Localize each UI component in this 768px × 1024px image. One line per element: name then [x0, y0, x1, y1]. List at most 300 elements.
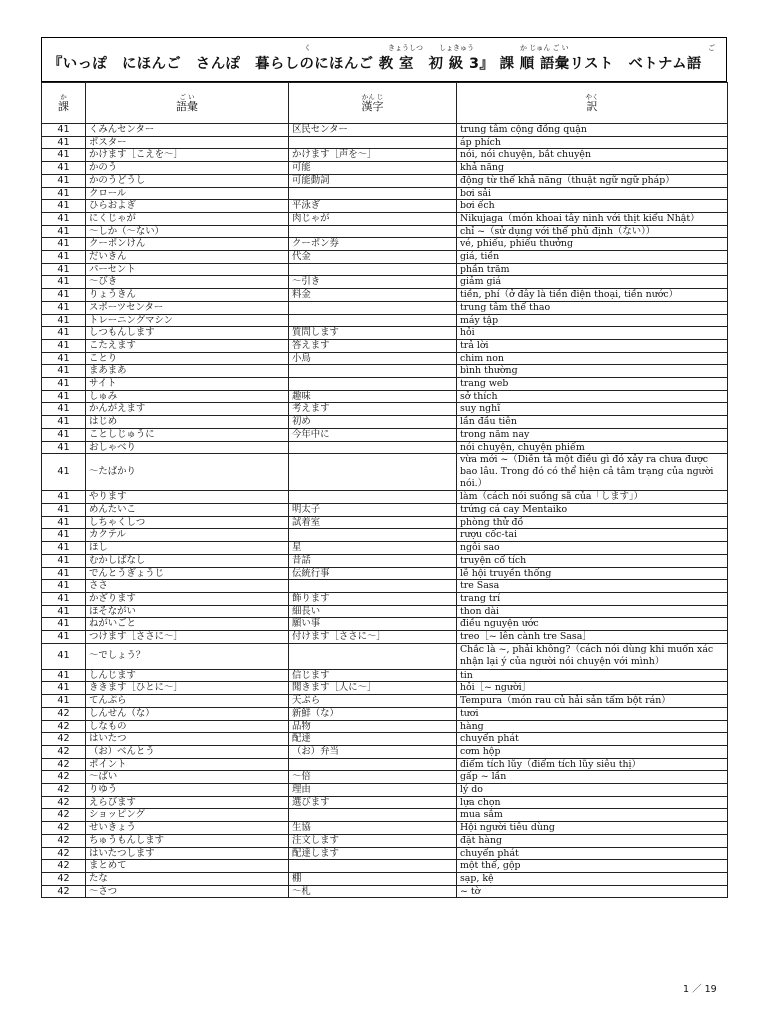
table-row	[42, 567, 728, 580]
translation-cell: cơm hộp	[457, 745, 728, 758]
table-row	[42, 771, 728, 784]
header-kanji: かん じ 漢字	[289, 83, 457, 124]
lesson-cell: 41	[42, 390, 86, 403]
vocabulary-cell: ちゅうもんします	[86, 834, 289, 847]
translation-cell: chỉ ~（sử dụng với thể phủ định（ない））	[457, 225, 728, 238]
kanji-cell: 質問します	[289, 327, 457, 340]
lesson-cell: 42	[42, 707, 86, 720]
kanji-cell	[289, 758, 457, 771]
vocabulary-cell: でんとうぎょうじ	[86, 567, 289, 580]
kanji-cell: ～倍	[289, 771, 457, 784]
kanji-cell: 願い事	[289, 618, 457, 631]
lesson-cell: 42	[42, 847, 86, 860]
kanji-cell: 区民センター	[289, 124, 457, 137]
lesson-cell: 41	[42, 403, 86, 416]
vocabulary-cell: ききます［ひとに～］	[86, 682, 289, 695]
vocabulary-cell: トレーニングマシン	[86, 314, 289, 327]
translation-cell: máy tập	[457, 314, 728, 327]
lesson-cell: 42	[42, 872, 86, 885]
translation-cell: trả lời	[457, 339, 728, 352]
vocabulary-cell: めんたいこ	[86, 503, 289, 516]
header-row	[42, 83, 728, 124]
vocabulary-cell: ～さつ	[86, 885, 289, 898]
translation-cell: tiền, phí（ở đây là tiền điện thoại, tiền nước）	[457, 289, 728, 302]
lesson-cell: 41	[42, 503, 86, 516]
table-row	[42, 592, 728, 605]
translation-cell: bình thường	[457, 365, 728, 378]
table-row	[42, 365, 728, 378]
vocabulary-table	[41, 82, 728, 898]
lesson-cell: 41	[42, 378, 86, 391]
translation-cell: sạp, kệ	[457, 872, 728, 885]
kanji-cell: 小鳥	[289, 352, 457, 365]
kanji-cell: クーポン券	[289, 238, 457, 251]
table-row	[42, 251, 728, 264]
vocabulary-cell: しなもの	[86, 720, 289, 733]
kanji-cell: 考えます	[289, 403, 457, 416]
vocabulary-cell: にくじゃが	[86, 212, 289, 225]
vocabulary-cell: ささ	[86, 580, 289, 593]
title-ruby: しょきゅう	[439, 44, 474, 52]
kanji-cell: 伝統行事	[289, 567, 457, 580]
lesson-cell: 41	[42, 682, 86, 695]
table-row	[42, 352, 728, 365]
title-ruby: きょうしつ	[388, 44, 423, 52]
table-row	[42, 212, 728, 225]
translation-cell: trung tâm cộng đồng quận	[457, 124, 728, 137]
kanji-cell	[289, 225, 457, 238]
vocabulary-cell: まとめて	[86, 860, 289, 873]
kanji-cell	[289, 454, 457, 491]
table-body	[42, 124, 728, 898]
kanji-cell: 細長い	[289, 605, 457, 618]
kanji-cell	[289, 860, 457, 873]
lesson-cell: 41	[42, 542, 86, 555]
table-row	[42, 491, 728, 504]
lesson-cell: 41	[42, 276, 86, 289]
table-row	[42, 822, 728, 835]
vocabulary-cell: ほし	[86, 542, 289, 555]
kanji-cell: 聞きます［人に～］	[289, 682, 457, 695]
translation-cell: Hội người tiêu dùng	[457, 822, 728, 835]
translation-cell: lần đầu tiên	[457, 416, 728, 429]
lesson-cell: 41	[42, 149, 86, 162]
table-row	[42, 618, 728, 631]
table-row	[42, 200, 728, 213]
header-vocabulary: ご い 語彙	[86, 83, 289, 124]
translation-cell: ~ tờ	[457, 885, 728, 898]
table-row	[42, 669, 728, 682]
table-row	[42, 136, 728, 149]
translation-cell: động từ thể khả năng（thuật ngữ ngữ pháp）	[457, 174, 728, 187]
table-row	[42, 454, 728, 491]
translation-cell: áp phích	[457, 136, 728, 149]
table-row	[42, 631, 728, 644]
translation-cell: phòng thử đồ	[457, 516, 728, 529]
lesson-cell: 41	[42, 162, 86, 175]
kanji-cell	[289, 529, 457, 542]
table-row	[42, 174, 728, 187]
kanji-cell	[289, 136, 457, 149]
lesson-cell: 42	[42, 771, 86, 784]
kanji-cell	[289, 263, 457, 276]
lesson-cell: 41	[42, 491, 86, 504]
vocabulary-cell: しちゃくしつ	[86, 516, 289, 529]
table-row	[42, 301, 728, 314]
table-row	[42, 390, 728, 403]
table-row	[42, 834, 728, 847]
vocabulary-cell: やります	[86, 491, 289, 504]
table-row	[42, 720, 728, 733]
kanji-cell: 新鮮（な）	[289, 707, 457, 720]
kanji-cell: 星	[289, 542, 457, 555]
vocabulary-cell: しんせん（な）	[86, 707, 289, 720]
table-row	[42, 339, 728, 352]
translation-cell: đặt hàng	[457, 834, 728, 847]
kanji-cell	[289, 314, 457, 327]
page-number: 1 ／ 19	[683, 984, 717, 995]
vocabulary-cell: たな	[86, 872, 289, 885]
vocabulary-cell: はいたつ	[86, 733, 289, 746]
translation-cell: nói, nói chuyện, bắt chuyện	[457, 149, 728, 162]
translation-cell: ngôi sao	[457, 542, 728, 555]
kanji-cell: 配達します	[289, 847, 457, 860]
vocabulary-cell: パーセント	[86, 263, 289, 276]
header-lesson: か 課	[42, 83, 86, 124]
translation-cell: lý do	[457, 784, 728, 797]
vocabulary-cell: ポイント	[86, 758, 289, 771]
translation-cell: Nikujaga（món khoai tây ninh với thịt kiểu Nhật）	[457, 212, 728, 225]
lesson-cell: 41	[42, 567, 86, 580]
table-row	[42, 796, 728, 809]
kanji-cell: ～引き	[289, 276, 457, 289]
table-row	[42, 695, 728, 708]
kanji-cell: 天ぷら	[289, 695, 457, 708]
table-row	[42, 605, 728, 618]
table-row	[42, 289, 728, 302]
kanji-cell: 初め	[289, 416, 457, 429]
lesson-cell: 42	[42, 758, 86, 771]
vocabulary-cell: ～びき	[86, 276, 289, 289]
kanji-cell: 信じます	[289, 669, 457, 682]
lesson-cell: 41	[42, 516, 86, 529]
lesson-cell: 41	[42, 631, 86, 644]
table-row	[42, 784, 728, 797]
table-row	[42, 428, 728, 441]
table-row	[42, 733, 728, 746]
lesson-cell: 41	[42, 251, 86, 264]
kanji-cell	[289, 580, 457, 593]
table-row	[42, 441, 728, 454]
lesson-cell: 41	[42, 200, 86, 213]
vocabulary-cell: しんじます	[86, 669, 289, 682]
table-row	[42, 187, 728, 200]
lesson-cell: 41	[42, 554, 86, 567]
lesson-cell: 42	[42, 733, 86, 746]
kanji-cell: 肉じゃが	[289, 212, 457, 225]
vocabulary-cell: りょうきん	[86, 289, 289, 302]
table-row	[42, 238, 728, 251]
lesson-cell: 41	[42, 580, 86, 593]
translation-cell: trứng cá cay Mentaiko	[457, 503, 728, 516]
translation-cell: hỏi	[457, 327, 728, 340]
table-row	[42, 378, 728, 391]
kanji-cell: 今年中に	[289, 428, 457, 441]
lesson-cell: 41	[42, 643, 86, 669]
table-row	[42, 327, 728, 340]
vocabulary-cell: りゆう	[86, 784, 289, 797]
translation-cell: giá, tiền	[457, 251, 728, 264]
vocabulary-cell: ポスター	[86, 136, 289, 149]
vocabulary-cell: かのうどうし	[86, 174, 289, 187]
table-row	[42, 162, 728, 175]
vocabulary-cell: てんぷら	[86, 695, 289, 708]
translation-cell: chim non	[457, 352, 728, 365]
translation-cell: rượu cốc-tai	[457, 529, 728, 542]
lesson-cell: 41	[42, 136, 86, 149]
vocabulary-cell: ショッピング	[86, 809, 289, 822]
translation-cell: tin	[457, 669, 728, 682]
translation-cell: gấp ~ lần	[457, 771, 728, 784]
kanji-cell: 品物	[289, 720, 457, 733]
kanji-cell: 選びます	[289, 796, 457, 809]
lesson-cell: 42	[42, 834, 86, 847]
table-row	[42, 403, 728, 416]
kanji-cell: 昔話	[289, 554, 457, 567]
vocabulary-cell: おしゃべり	[86, 441, 289, 454]
translation-cell: trang web	[457, 378, 728, 391]
translation-cell: làm（cách nói suồng sã của「します」）	[457, 491, 728, 504]
table-row	[42, 707, 728, 720]
lesson-cell: 41	[42, 187, 86, 200]
lesson-cell: 41	[42, 454, 86, 491]
header-translation: やく 訳	[457, 83, 728, 124]
table-row	[42, 847, 728, 860]
translation-cell: sở thích	[457, 390, 728, 403]
vocabulary-cell: （お）べんとう	[86, 745, 289, 758]
lesson-cell: 41	[42, 289, 86, 302]
lesson-cell: 41	[42, 592, 86, 605]
translation-cell: bơi sải	[457, 187, 728, 200]
translation-cell: trung tâm thể thao	[457, 301, 728, 314]
lesson-cell: 41	[42, 352, 86, 365]
translation-cell: vé, phiếu, phiếu thưởng	[457, 238, 728, 251]
lesson-cell: 42	[42, 860, 86, 873]
kanji-cell	[289, 491, 457, 504]
table-row	[42, 276, 728, 289]
translation-cell: chuyển phát	[457, 847, 728, 860]
kanji-cell: 料金	[289, 289, 457, 302]
table-row	[42, 529, 728, 542]
table-row	[42, 580, 728, 593]
translation-cell: trong năm nay	[457, 428, 728, 441]
translation-cell: tươi	[457, 707, 728, 720]
translation-cell: Chắc là ~, phải không?（cách nói dùng khi muốn xác nhận lại ý của người nói chuyện với mình）	[457, 643, 728, 669]
table-row	[42, 885, 728, 898]
table-row	[42, 758, 728, 771]
lesson-cell: 41	[42, 416, 86, 429]
title-ruby: か じゅん ご い	[520, 44, 569, 52]
table-row	[42, 225, 728, 238]
lesson-cell: 41	[42, 225, 86, 238]
lesson-cell: 41	[42, 441, 86, 454]
table-row	[42, 682, 728, 695]
vocabulary-cell: ことり	[86, 352, 289, 365]
table-row	[42, 503, 728, 516]
kanji-cell: 試着室	[289, 516, 457, 529]
kanji-cell	[289, 301, 457, 314]
translation-cell: lựa chọn	[457, 796, 728, 809]
vocabulary-cell: だいきん	[86, 251, 289, 264]
kanji-cell: 飾ります	[289, 592, 457, 605]
vocabulary-cell: ほそながい	[86, 605, 289, 618]
kanji-cell: かけます［声を～］	[289, 149, 457, 162]
vocabulary-cell: こたえます	[86, 339, 289, 352]
document-title: 『いっぽ にほんご さんぽ 暮らしのにほんご 教 室 初 級 3』 課 順 語彙リスト ベトナム語	[48, 56, 702, 72]
vocabulary-cell: むかしばなし	[86, 554, 289, 567]
translation-cell: nói chuyện, chuyện phiếm	[457, 441, 728, 454]
lesson-cell: 41	[42, 605, 86, 618]
lesson-cell: 41	[42, 238, 86, 251]
lesson-cell: 41	[42, 314, 86, 327]
vocabulary-cell: ねがいごと	[86, 618, 289, 631]
vocabulary-cell: かんがえます	[86, 403, 289, 416]
table-row	[42, 860, 728, 873]
translation-cell: tre Sasa	[457, 580, 728, 593]
table-row	[42, 542, 728, 555]
vocabulary-cell: しつもんします	[86, 327, 289, 340]
kanji-cell: 可能	[289, 162, 457, 175]
table-row	[42, 314, 728, 327]
lesson-cell: 41	[42, 124, 86, 137]
lesson-cell: 41	[42, 174, 86, 187]
vocabulary-cell: サイト	[86, 378, 289, 391]
vocabulary-cell: カクテル	[86, 529, 289, 542]
lesson-cell: 41	[42, 529, 86, 542]
kanji-cell: 棚	[289, 872, 457, 885]
document-page	[41, 37, 727, 898]
kanji-cell	[289, 378, 457, 391]
translation-cell: lễ hội truyền thống	[457, 567, 728, 580]
kanji-cell: 配達	[289, 733, 457, 746]
kanji-cell: 平泳ぎ	[289, 200, 457, 213]
kanji-cell: 可能動詞	[289, 174, 457, 187]
title-ruby: ご	[708, 44, 715, 52]
vocabulary-cell: かのう	[86, 162, 289, 175]
lesson-cell: 42	[42, 796, 86, 809]
vocabulary-cell: クロール	[86, 187, 289, 200]
vocabulary-cell: はじめ	[86, 416, 289, 429]
kanji-cell: 趣味	[289, 390, 457, 403]
vocabulary-cell: ～しか（～ない）	[86, 225, 289, 238]
table-row	[42, 149, 728, 162]
translation-cell: Tempura（món rau củ hải sản tẩm bột rán）	[457, 695, 728, 708]
kanji-cell	[289, 187, 457, 200]
table-row	[42, 872, 728, 885]
lesson-cell: 41	[42, 212, 86, 225]
translation-cell: hàng	[457, 720, 728, 733]
lesson-cell: 42	[42, 822, 86, 835]
vocabulary-cell: ひらおよぎ	[86, 200, 289, 213]
translation-cell: điểm tích lũy（điểm tích lũy siêu thị）	[457, 758, 728, 771]
table-row	[42, 554, 728, 567]
translation-cell: bơi ếch	[457, 200, 728, 213]
table-row	[42, 416, 728, 429]
vocabulary-cell: ～ばい	[86, 771, 289, 784]
table-row	[42, 263, 728, 276]
lesson-cell: 42	[42, 720, 86, 733]
kanji-cell: ～札	[289, 885, 457, 898]
kanji-cell	[289, 809, 457, 822]
translation-cell: thon dài	[457, 605, 728, 618]
translation-cell: giảm giá	[457, 276, 728, 289]
lesson-cell: 41	[42, 365, 86, 378]
lesson-cell: 42	[42, 784, 86, 797]
title-ruby: く	[304, 44, 311, 52]
lesson-cell: 41	[42, 301, 86, 314]
table-row	[42, 745, 728, 758]
lesson-cell: 41	[42, 618, 86, 631]
translation-cell: mua sắm	[457, 809, 728, 822]
translation-cell: trang trí	[457, 592, 728, 605]
vocabulary-cell: ことしじゅうに	[86, 428, 289, 441]
lesson-cell: 41	[42, 695, 86, 708]
kanji-cell: 理由	[289, 784, 457, 797]
kanji-cell	[289, 441, 457, 454]
vocabulary-cell: ～でしょう？	[86, 643, 289, 669]
vocabulary-cell: スポーツセンター	[86, 301, 289, 314]
lesson-cell: 41	[42, 669, 86, 682]
translation-cell: phần trăm	[457, 263, 728, 276]
translation-cell: hỏi［~ người］	[457, 682, 728, 695]
translation-cell: truyện cổ tích	[457, 554, 728, 567]
kanji-cell	[289, 365, 457, 378]
vocabulary-cell: くみんセンター	[86, 124, 289, 137]
table-row	[42, 809, 728, 822]
vocabulary-cell: クーポンけん	[86, 238, 289, 251]
vocabulary-cell: かけます［こえを～］	[86, 149, 289, 162]
vocabulary-cell: つけます［ささに～］	[86, 631, 289, 644]
translation-cell: treo［~ lên cành tre Sasa］	[457, 631, 728, 644]
translation-cell: khả năng	[457, 162, 728, 175]
vocabulary-cell: かざります	[86, 592, 289, 605]
lesson-cell: 42	[42, 809, 86, 822]
vocabulary-cell: えらびます	[86, 796, 289, 809]
translation-cell: điều nguyện ước	[457, 618, 728, 631]
lesson-cell: 41	[42, 327, 86, 340]
title-box	[41, 37, 727, 82]
table-row	[42, 124, 728, 137]
vocabulary-cell: しゅみ	[86, 390, 289, 403]
kanji-cell: 付けます［ささに～］	[289, 631, 457, 644]
lesson-cell: 41	[42, 339, 86, 352]
vocabulary-cell: まあまあ	[86, 365, 289, 378]
kanji-cell: 代金	[289, 251, 457, 264]
kanji-cell: 生協	[289, 822, 457, 835]
kanji-cell: 明太子	[289, 503, 457, 516]
table-row	[42, 643, 728, 669]
lesson-cell: 41	[42, 263, 86, 276]
kanji-cell: （お）弁当	[289, 745, 457, 758]
lesson-cell: 41	[42, 428, 86, 441]
translation-cell: vừa mới ~（Diễn tả một điều gì đó xảy ra chưa được bao lâu. Trong đó có thể hiện cả tâm trạng của người nói.）	[457, 454, 728, 491]
kanji-cell	[289, 643, 457, 669]
vocabulary-cell: せいきょう	[86, 822, 289, 835]
vocabulary-cell: ～たばかり	[86, 454, 289, 491]
translation-cell: suy nghĩ	[457, 403, 728, 416]
lesson-cell: 42	[42, 745, 86, 758]
translation-cell: một thể, gộp	[457, 860, 728, 873]
